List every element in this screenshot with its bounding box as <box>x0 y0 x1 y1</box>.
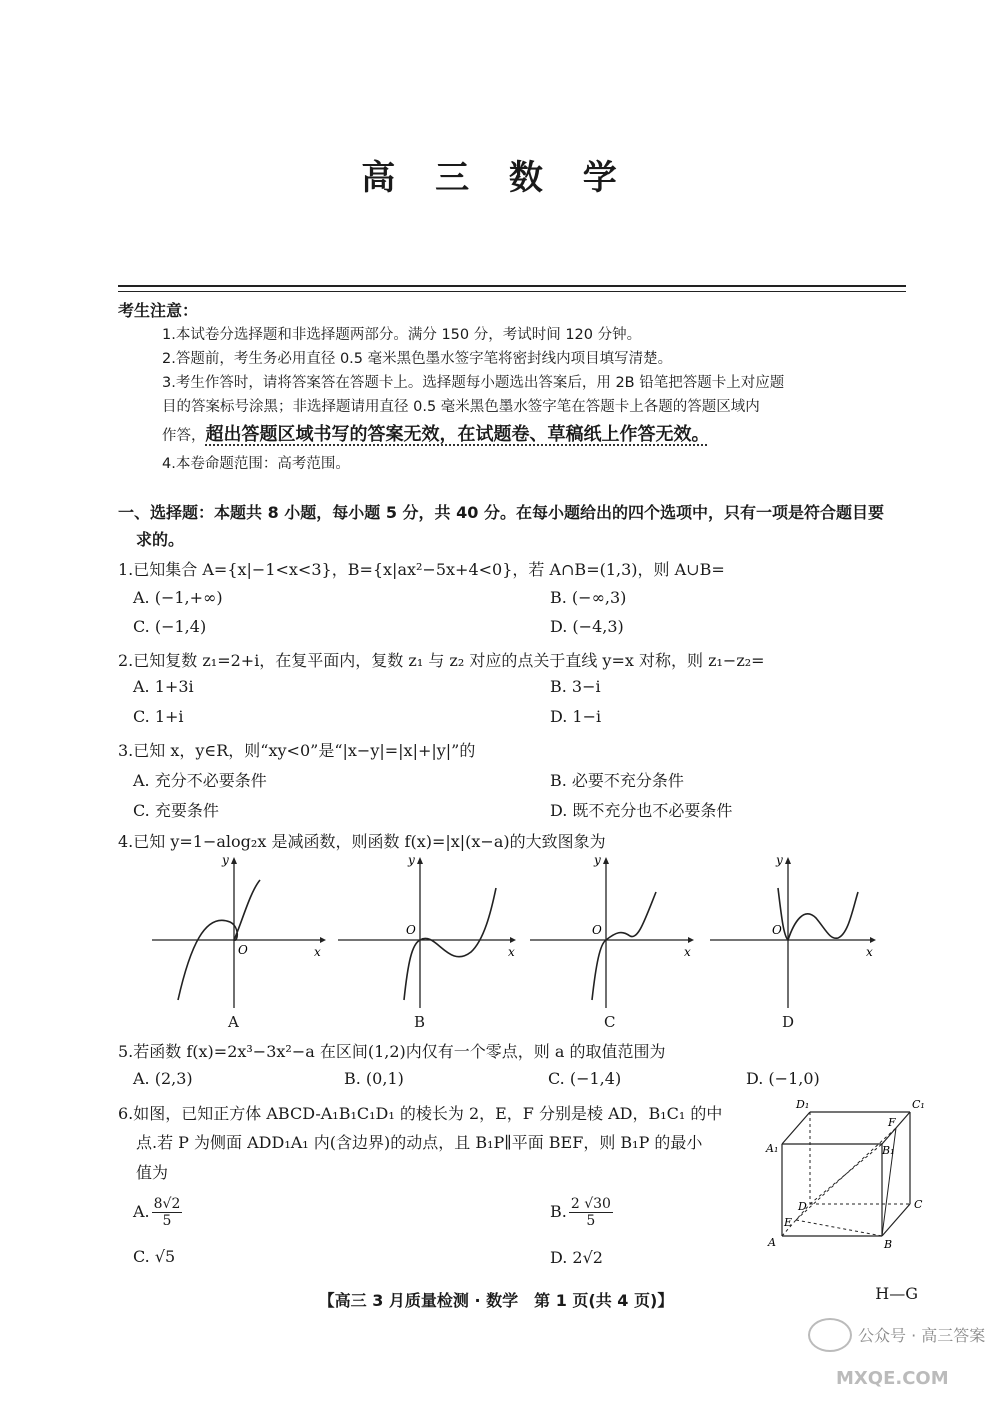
question-6: 6.如图，已知正方体 ABCD-A₁B₁C₁D₁ 的棱长为 2，E，F 分别是棱 AD，B₁C₁ 的中 <box>118 1104 723 1123</box>
notice-item: 目的答案标号涂黑；非选择题请用直径 0.5 毫米黑色墨水签字笔在答题卡上各题的答题区域内 <box>162 399 760 415</box>
notice-item: 4.本卷命题范围：高考范围。 <box>162 456 350 472</box>
y-axis-label: y <box>222 853 229 867</box>
option-d: D. (−1,0) <box>746 1069 820 1088</box>
graph-b <box>336 852 518 1010</box>
numerator: 8√2 <box>153 1196 181 1212</box>
graph-label: B <box>414 1013 426 1031</box>
notice-item: 3.考生作答时，请将答案答在答题卡上。选择题每小题选出答案后，用 2B 铅笔把答题卡上对应题 <box>162 375 785 391</box>
denominator: 5 <box>586 1213 596 1229</box>
graph-d <box>708 852 880 1010</box>
option-c: C. √5 <box>133 1247 176 1266</box>
fraction <box>569 1196 613 1229</box>
notice-heading: 考生注意： <box>118 301 199 320</box>
section-heading: 求的。 <box>136 530 185 549</box>
option-a <box>133 1196 182 1229</box>
x-axis-label: x <box>508 945 515 959</box>
option-label: B. <box>550 1202 567 1221</box>
notice-text: 作答， <box>162 428 206 444</box>
option-b: B. 3−i <box>550 677 601 696</box>
x-axis-label: x <box>314 945 321 959</box>
vertex-label: C₁ <box>912 1098 925 1111</box>
graph-label: D <box>782 1013 795 1031</box>
graph-c <box>528 852 698 1010</box>
vertex-label: A <box>768 1236 776 1249</box>
notice-emphasis: 超出答题区域书写的答案无效，在试题卷、草稿纸上作答无效。 <box>205 424 710 445</box>
question-2: 2.已知复数 z₁=2+i，在复平面内，复数 z₁ 与 z₂ 对应的点关于直线 y=x 对称，则 z₁−z₂= <box>118 651 765 670</box>
notice-item: 1.本试卷分选择题和非选择题两部分。满分 150 分，考试时间 120 分钟。 <box>162 327 642 343</box>
denominator: 5 <box>162 1213 172 1229</box>
option-d: D. (−4,3) <box>550 617 624 636</box>
question-4: 4.已知 y=1−alog₂x 是减函数，则函数 f(x)=|x|(x−a)的大致图象为 <box>118 832 606 851</box>
vertex-label: F <box>888 1116 896 1129</box>
divider <box>118 285 906 287</box>
vertex-label: A₁ <box>766 1142 779 1155</box>
question-1: 1.已知集合 A={x|−1<x<3}，B={x|ax²−5x+4<0}，若 A∩B=(1,3)，则 A∪B= <box>118 560 725 579</box>
option-d: D. 1−i <box>550 707 602 726</box>
page-title: 高 三 数 学 <box>361 158 631 198</box>
origin-label: O <box>772 923 782 937</box>
vertex-label: E <box>784 1216 793 1229</box>
y-axis-label: y <box>594 853 601 867</box>
option-c: C. (−1,4) <box>133 617 207 636</box>
option-c: C. (−1,4) <box>548 1069 622 1088</box>
y-axis-label: y <box>408 853 415 867</box>
option-b: B. (−∞,3) <box>550 588 627 607</box>
origin-label: O <box>406 923 416 937</box>
question-6-line: 值为 <box>136 1163 169 1182</box>
option-a: A. (−1,+∞) <box>133 588 223 607</box>
graph-a <box>150 852 330 1010</box>
origin-label: O <box>238 943 248 957</box>
origin-label: O <box>592 923 602 937</box>
question-5: 5.若函数 f(x)=2x³−3x²−a 在区间(1,2)内仅有一个零点，则 a 的取值范围为 <box>118 1042 666 1061</box>
option-c: C. 1+i <box>133 707 184 726</box>
vertex-label: B <box>884 1238 893 1251</box>
notice-item: 2.答题前，考生务必用直径 0.5 毫米黑色墨水签字笔将密封线内项目填写清楚。 <box>162 351 673 367</box>
graph-label: A <box>228 1013 239 1031</box>
paper-code: H—G <box>875 1284 918 1303</box>
x-axis-label: x <box>684 945 691 959</box>
option-label: A. <box>133 1202 150 1221</box>
vertex-label: C <box>914 1198 923 1211</box>
numerator: 2 √30 <box>570 1196 611 1212</box>
option-a: A. 充分不必要条件 <box>133 771 267 790</box>
option-d: D. 2√2 <box>550 1248 603 1267</box>
option-a: A. 1+3i <box>133 677 194 696</box>
x-axis-label: x <box>866 945 873 959</box>
section-heading: 一、选择题：本题共 8 小题，每小题 5 分，共 40 分。在每小题给出的四个选项中，只有一项是符合题目要 <box>118 503 884 522</box>
cube-figure <box>760 1092 930 1252</box>
vertex-label: D₁ <box>796 1098 810 1111</box>
vertex-label: B₁ <box>882 1144 895 1157</box>
vertex-label: D <box>798 1200 807 1213</box>
wechat-icon <box>808 1318 852 1352</box>
option-b <box>550 1196 613 1229</box>
graph-label: C <box>604 1013 616 1031</box>
question-3: 3.已知 x，y∈R，则“xy<0”是“|x−y|=|x|+|y|”的 <box>118 741 476 760</box>
watermark: 公众号 · 高三答案 <box>858 1326 986 1345</box>
divider <box>118 291 906 292</box>
option-b: B. (0,1) <box>344 1069 404 1088</box>
fraction <box>152 1196 183 1229</box>
notice-item <box>162 420 710 446</box>
watermark-site: MXQE.COM <box>836 1368 949 1389</box>
option-a: A. (2,3) <box>133 1069 193 1088</box>
page-footer: 【高三 3 月质量检测 · 数学 第 1 页(共 4 页)】 <box>318 1291 674 1310</box>
option-b: B. 必要不充分条件 <box>550 771 684 790</box>
question-6-line: 点.若 P 为侧面 ADD₁A₁ 内(含边界)的动点，且 B₁P∥平面 BEF，则 B₁P 的最小 <box>136 1133 703 1152</box>
option-c: C. 充要条件 <box>133 801 219 820</box>
y-axis-label: y <box>776 853 783 867</box>
option-d: D. 既不充分也不必要条件 <box>550 801 733 820</box>
